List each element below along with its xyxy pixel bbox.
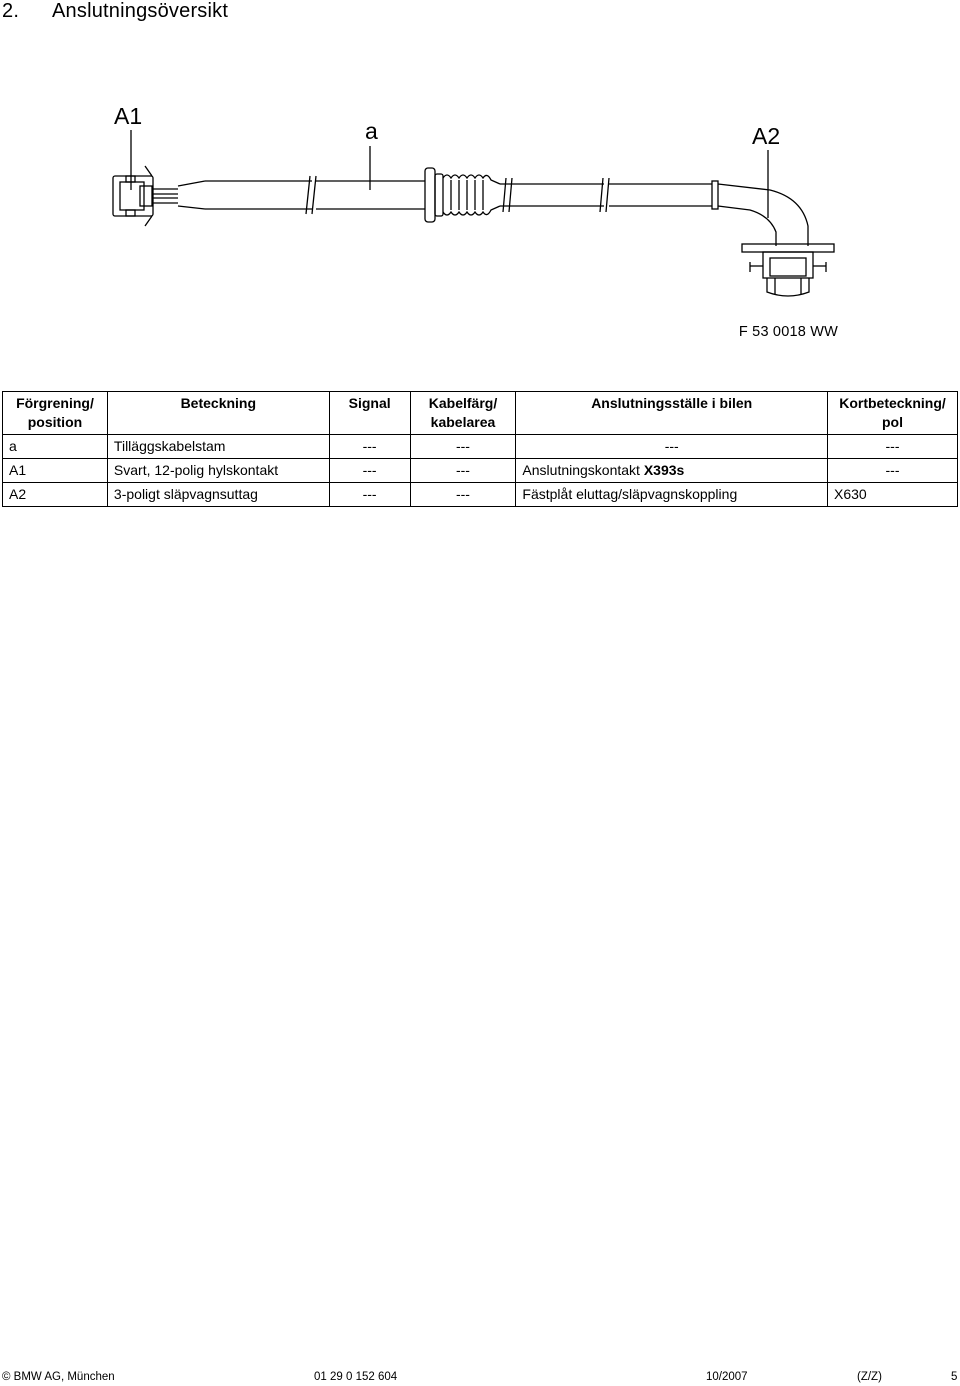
cell-location <box>516 483 828 507</box>
section-heading <box>2 0 228 23</box>
cell-signal: --- <box>329 435 410 459</box>
connector-a2-drawing <box>742 244 834 296</box>
table-header-row <box>3 392 958 435</box>
cell-designation: Svart, 12-polig hylskontakt <box>107 459 329 483</box>
cell-location-code: X393s <box>643 462 685 478</box>
cell-cable-color: --- <box>410 435 516 459</box>
table-row <box>3 483 958 507</box>
footer-doc-number: 01 29 0 152 604 <box>314 1371 398 1383</box>
connection-table <box>2 391 958 507</box>
header-designation-label: Beteckning <box>180 395 257 411</box>
callout-a1: A1 <box>114 103 143 129</box>
footer-copyright: © BMW AG, München <box>2 1371 115 1383</box>
cell-pin: X630 <box>828 483 958 507</box>
table-row <box>3 459 958 483</box>
cell-pin: --- <box>828 435 958 459</box>
header-cable-color-label: Kabelfärg/ kabelarea <box>428 395 498 430</box>
callout-a: a <box>365 118 378 144</box>
footer-lang: (Z/Z) <box>857 1371 882 1383</box>
harness-diagram <box>0 80 960 320</box>
header-pin-label: Kortbeteckning/ pol <box>839 395 946 430</box>
header-position <box>3 392 108 435</box>
section-number: 2. <box>2 0 20 22</box>
header-location <box>516 392 828 435</box>
page-footer <box>0 1371 960 1386</box>
cable-trunk <box>205 176 425 214</box>
cell-designation: 3-poligt släpvagnsuttag <box>107 483 329 507</box>
connector-a1-drawing <box>113 166 205 226</box>
footer-date: 10/2007 <box>706 1371 748 1383</box>
cell-cable-color: --- <box>410 459 516 483</box>
cell-location <box>516 459 828 483</box>
grommet-drawing <box>425 168 604 222</box>
cell-signal: --- <box>329 459 410 483</box>
header-location-label: Anslutningsställe i bilen <box>591 395 753 411</box>
footer-page: 5 <box>951 1371 958 1383</box>
cell-location-text: Anslutningskontakt <box>522 462 644 478</box>
cell-location <box>516 435 828 459</box>
figure-code: F 53 0018 WW <box>738 324 838 340</box>
header-position-label: Förgrening/ position <box>16 395 94 430</box>
section-title: Anslutningsöversikt <box>52 0 229 22</box>
cell-position: A2 <box>3 483 108 507</box>
header-designation <box>107 392 329 435</box>
callout-a2: A2 <box>752 123 781 149</box>
cell-cable-color: --- <box>410 483 516 507</box>
header-signal <box>329 392 410 435</box>
cell-position: a <box>3 435 108 459</box>
cell-location-text: Fästplåt eluttag/släpvagnskoppling <box>522 486 738 502</box>
header-pin <box>828 392 958 435</box>
cell-signal: --- <box>329 483 410 507</box>
header-signal-label: Signal <box>348 395 391 411</box>
table-row <box>3 435 958 459</box>
cell-location-text: --- <box>664 438 679 454</box>
cell-designation: Tilläggskabelstam <box>107 435 329 459</box>
header-cable-color <box>410 392 516 435</box>
cell-pin: --- <box>828 459 958 483</box>
cell-position: A1 <box>3 459 108 483</box>
cable-to-a2 <box>600 178 808 246</box>
